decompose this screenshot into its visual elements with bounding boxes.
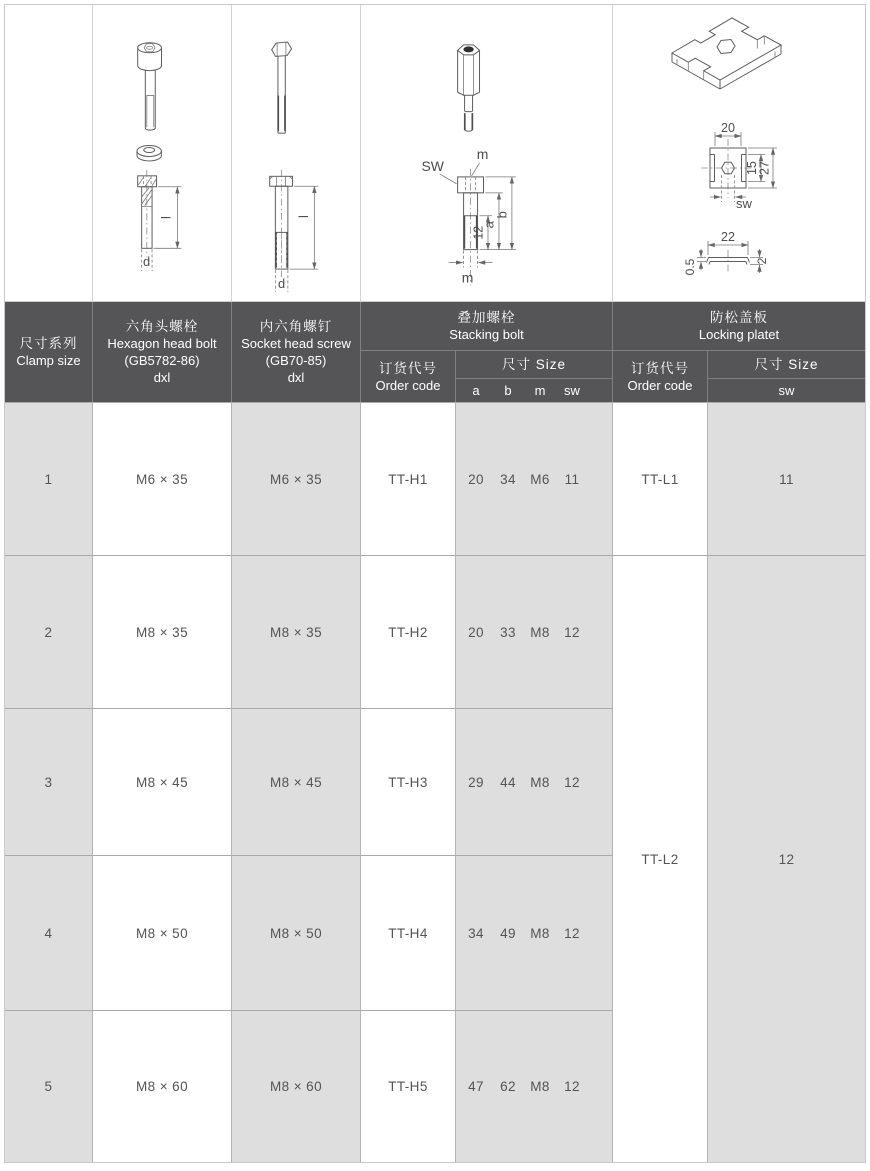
stack-order-code: TT-H2 xyxy=(361,555,456,708)
stacking-bolt-drawing xyxy=(361,5,613,302)
lock-order-code: TT-L1 xyxy=(613,402,708,555)
clamp-size-value: 3 xyxy=(5,708,93,855)
hex-bolt-size: M6 × 35 xyxy=(93,402,232,555)
stack-sw: 12 xyxy=(564,925,580,941)
dim-22: 22 xyxy=(721,230,735,244)
hexagon-head-bolt-technical-drawing xyxy=(232,5,360,301)
stack-sw: 12 xyxy=(564,624,580,640)
dim-label-l: l xyxy=(158,216,174,219)
header-socket-screw-dim: dxl xyxy=(287,370,305,385)
stack-order-code: TT-H5 xyxy=(361,1010,456,1162)
clamp-size-value: 1 xyxy=(5,402,93,555)
label-m-top: m xyxy=(476,145,489,162)
stack-a: 20 xyxy=(468,471,484,487)
dim-2: 2 xyxy=(755,257,769,265)
header-col-sw: sw xyxy=(564,383,580,398)
header-hex-bolt-en: Hexagon head bolt xyxy=(107,336,217,351)
socket-screw-size: M6 × 35 xyxy=(232,402,361,555)
header-stack-size-cols xyxy=(456,378,613,402)
dim-label-d: d xyxy=(278,275,286,291)
dim-0-5: 0.5 xyxy=(683,258,697,276)
header-locking-plate-zh: 防松盖板 xyxy=(709,310,768,325)
stack-b: 62 xyxy=(500,1079,516,1094)
stack-size-values xyxy=(456,555,613,708)
stack-m: M8 xyxy=(530,624,550,640)
header-hex-bolt-std: (GB5782-86) xyxy=(124,353,200,368)
lock-sw-value: 11 xyxy=(708,402,865,555)
header-lock-order-code-zh: 订货代号 xyxy=(630,360,689,376)
header-stack-order-code-zh: 订货代号 xyxy=(378,360,437,376)
header-col-a: a xyxy=(472,383,480,398)
stack-size-values xyxy=(456,708,613,855)
dim-15: 15 xyxy=(745,161,759,175)
header-col-b: b xyxy=(504,383,512,398)
stack-b: 34 xyxy=(500,471,516,487)
locking-plate-technical-drawing xyxy=(613,5,865,301)
stack-a: 47 xyxy=(468,1079,484,1094)
stack-b: 33 xyxy=(500,624,516,640)
stack-a: 20 xyxy=(468,624,484,640)
stack-order-code: TT-H3 xyxy=(361,708,456,855)
header-socket-screw xyxy=(232,302,361,402)
stack-order-code: TT-H4 xyxy=(361,855,456,1010)
label-sw: sw xyxy=(736,196,752,211)
hex-bolt-drawing xyxy=(232,5,361,302)
header-lock-size-label: 尺寸 Size xyxy=(754,357,819,372)
header-lock-size xyxy=(708,350,865,378)
header-clamp-size xyxy=(5,302,93,402)
label-sw: SW xyxy=(421,157,444,174)
stack-b: 49 xyxy=(500,925,516,941)
stack-m: M8 xyxy=(530,1079,550,1094)
header-hex-bolt-dim: dxl xyxy=(153,370,171,385)
header-stack-size xyxy=(456,350,613,378)
socket-screw-size: M8 × 35 xyxy=(232,555,361,708)
stack-sw: 11 xyxy=(564,471,580,487)
dim-label-l: l xyxy=(295,215,311,218)
header-lock-col-sw: sw xyxy=(778,383,795,398)
stack-size-values xyxy=(456,1010,613,1162)
stack-m: M8 xyxy=(530,925,550,941)
dim-m-bottom: m xyxy=(461,269,474,286)
header-socket-screw-en: Socket head screw xyxy=(241,336,351,351)
header-stack-size-label: 尺寸 Size xyxy=(501,357,566,372)
stack-a: 34 xyxy=(468,925,484,941)
lock-sw-value-merged: 12 xyxy=(708,555,865,1162)
header-lock-order-code xyxy=(613,350,708,402)
stack-order-code: TT-H1 xyxy=(361,402,456,555)
clamp-size-value: 2 xyxy=(5,555,93,708)
dim-label-d: d xyxy=(143,254,151,270)
dim-20: 20 xyxy=(721,121,735,135)
header-stacking-bolt-zh: 叠加螺栓 xyxy=(457,310,516,325)
socket-screw-size: M8 × 50 xyxy=(232,855,361,1010)
header-stacking-bolt-en: Stacking bolt xyxy=(449,327,524,342)
dim-12: 12 xyxy=(471,225,486,240)
header-stack-order-code xyxy=(361,350,456,402)
clamp-size-value: 4 xyxy=(5,855,93,1010)
header-col-m: m xyxy=(534,383,546,398)
hex-bolt-size: M8 × 35 xyxy=(93,555,232,708)
header-hex-bolt xyxy=(93,302,232,402)
header-lock-size-col-sw xyxy=(708,378,865,402)
header-stack-order-code-en: Order code xyxy=(375,377,441,393)
stack-sw: 12 xyxy=(564,774,580,790)
header-socket-screw-zh: 内六角螺钉 xyxy=(259,319,333,334)
locking-plate-drawing xyxy=(613,5,865,302)
stack-m: M8 xyxy=(530,774,550,790)
hex-bolt-size: M8 × 60 xyxy=(93,1010,232,1162)
stacking-bolt-technical-drawing xyxy=(361,5,612,301)
header-hex-bolt-zh: 六角头螺栓 xyxy=(125,319,199,334)
stack-a: 29 xyxy=(468,774,484,790)
stack-b: 44 xyxy=(500,774,516,790)
socket-screw-size: M8 × 60 xyxy=(232,1010,361,1162)
stack-m: M6 xyxy=(530,471,550,487)
clamp-size-value: 5 xyxy=(5,1010,93,1162)
header-stacking-bolt xyxy=(361,302,613,350)
header-clamp-size-en: Clamp size xyxy=(16,353,81,368)
hex-bolt-size: M8 × 45 xyxy=(93,708,232,855)
lock-order-code-merged: TT-L2 xyxy=(613,555,708,1162)
dim-a: a xyxy=(481,221,497,229)
dim-27: 27 xyxy=(757,161,772,175)
socket-head-screw-technical-drawing xyxy=(93,5,231,301)
stack-size-values xyxy=(456,855,613,1010)
stack-size-values xyxy=(456,402,613,555)
socket-screw-size: M8 × 45 xyxy=(232,708,361,855)
header-locking-plate-en: Locking platet xyxy=(698,327,780,342)
header-clamp-size-zh: 尺寸系列 xyxy=(19,336,78,351)
hex-bolt-size: M8 × 50 xyxy=(93,855,232,1010)
socket-screw-drawing xyxy=(93,5,232,302)
header-lock-order-code-en: Order code xyxy=(627,377,693,393)
header-locking-plate xyxy=(613,302,865,350)
product-table xyxy=(4,4,866,1163)
header-socket-screw-std: (GB70-85) xyxy=(265,353,327,368)
empty-corner-cell xyxy=(5,5,93,302)
dim-b: b xyxy=(494,211,510,219)
stack-sw: 12 xyxy=(564,1079,580,1094)
